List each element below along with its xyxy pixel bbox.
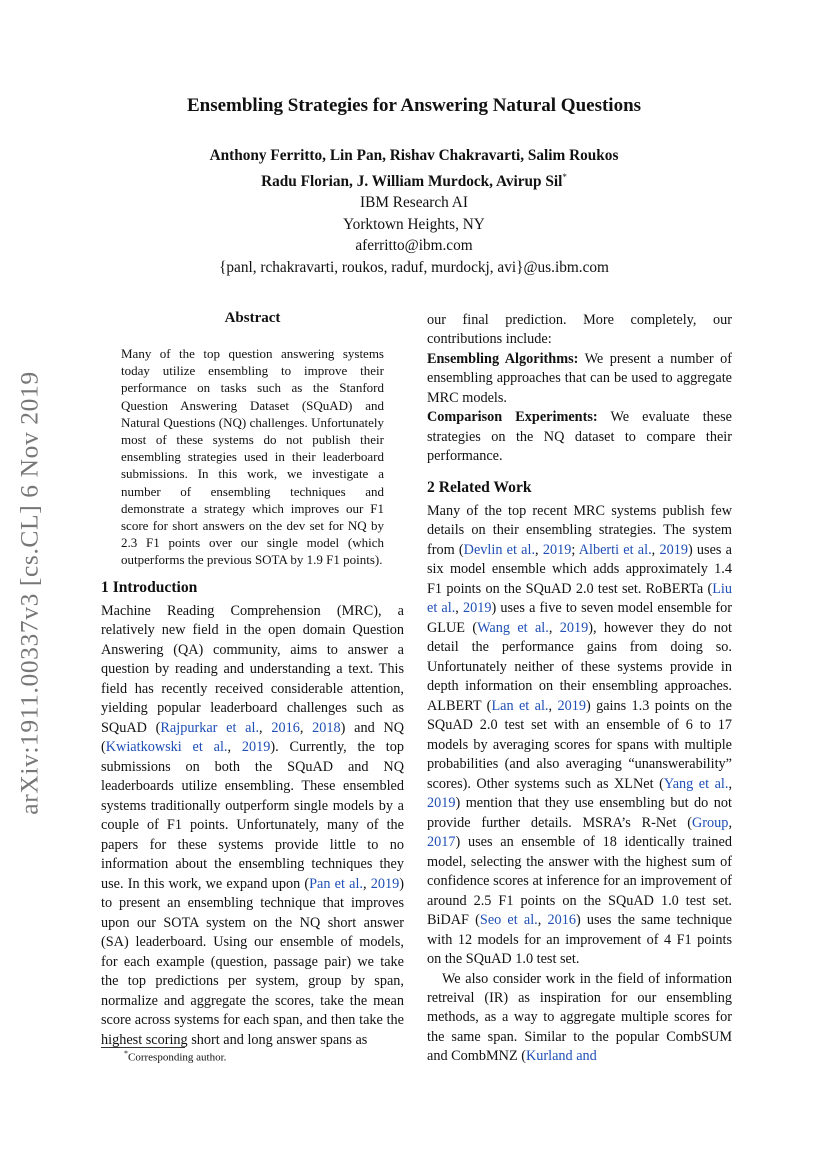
abstract-heading: Abstract [224, 310, 281, 326]
citation-link[interactable]: 2019 [659, 541, 688, 558]
author-block [0, 145, 828, 278]
email-2: {panl, rchakravarti, roukos, raduf, murdockj, avi}@us.ibm.com [219, 258, 609, 276]
authors-line-2 [0, 167, 828, 193]
citation-link[interactable]: Devlin et al. [463, 541, 536, 558]
footnote-rule [101, 1047, 185, 1048]
citation-link[interactable]: 2019 [370, 875, 400, 892]
citation-link[interactable]: Yang et al. [663, 775, 729, 792]
citation-link[interactable]: Wang et al. [477, 619, 549, 636]
left-column [101, 573, 404, 1050]
affiliation: IBM Research AI [360, 194, 468, 212]
arxiv-sidebar [8, 365, 52, 820]
citation-link[interactable]: Alberti et al. [578, 541, 652, 558]
footnote-text: Corresponding author. [128, 1051, 227, 1064]
footnote-mark: * [124, 1049, 128, 1058]
intro-heading: 1 Introduction [101, 579, 198, 596]
paper-title: Ensembling Strategies for Answering Natural Questions [186, 95, 642, 116]
citation-link[interactable]: 2019 [542, 541, 572, 558]
intro-paragraph: Machine Reading Comprehension (MRC), a relatively new field in the open domain Question Answering (QA) community, aims to answer a question by reading and understanding a text. This field has recently received considerable attention, yielding popular leaderboard challenges such as SQuAD (Rajpurkar et al., 2016, 2018) and NQ (Kwiatkowski et al., 2019). Currently, the top submissions on both the SQuAD and NQ leaderboards utilize ensembling. These ensembled systems traditionally outperform single models by a couple of F1 points. Unfortunately, many of the papers for these systems provide little to no information about the ensembling techniques they use. In this work, we expand upon (Pan et al., 2019) to present an ensembling technique that improves upon our SOTA system on the NQ short answer (SA) leaderboard. Using our ensemble of models, for each example (question, passage pair) we take the top predictions per system, group by span, normalize and aggregate the scores, take the mean score across systems for each span, and then take the highest scoring short and long answer spans as [101, 603, 405, 1048]
citation-link[interactable]: 2019 [463, 600, 492, 617]
footnote [124, 1049, 226, 1064]
related-work-paragraph: Many of the top recent MRC systems publish few details on their ensembling strategies. The system from (Devlin et al., 2019; Alberti et al., 2019) uses a six model ensemble which adds approximately 1.4 F1 points on the SQuAD 2.0 test set. RoBERTa (Liu et al., 2019) uses a five to seven model ensemble for GLUE (Wang et al., 2019), however they do not detail the performance gains from doing so. Unfortunately neither of these systems provide in depth information on their ensembling approaches. ALBERT (Lan et al., 2019) gains 1.3 points on the SQuAD 2.0 test set with an ensemble of 6 to 17 models by averaging scores for spans with multiple probabilities (and also averaging “unanswerability” scores). Other systems such as XLNet (Yang et al., 2019) mention that they use ensembling but do not provide further details. MSRA’s R-Net (Group, 2017) uses an ensemble of 18 identically trained model, selecting the answer with the highest sum of confidence scores at inference for an improvement of around 2.5 F1 points on the SQuAD 1.0 test set. BiDAF (Seo et al., 2016) uses the same technique with 12 models for an improvement of 4 F1 points on the SQuAD 1.0 test set. [427, 502, 733, 968]
contribution-label: Ensembling Algorithms: [427, 350, 579, 367]
citation-link[interactable]: Liu et al. [427, 580, 732, 617]
citation-link[interactable]: Pan et al. [309, 875, 363, 892]
citation-link[interactable]: Lan et al. [491, 697, 549, 714]
email-1: aferritto@ibm.com [355, 237, 473, 255]
citation-link[interactable]: 2019 [557, 697, 586, 714]
citation-link[interactable]: 2016 [547, 912, 576, 929]
contribution-comparison: Comparison Experiments: We evaluate these strategies on the NQ dataset to compare their performance. [427, 409, 732, 465]
abstract-text: Many of the top question answering systems today utilize ensembling to improve their performance on tasks such as the Stanford Question Answering Dataset (SQuAD) and Natural Questions (NQ) challenges. Unfortunately most of these systems do not publish their ensembling strategies used in their leaderboard submissions. In this work, we investigate a number of ensembling techniques and demonstrate a strategy which improves our F1 score for short answers on the dev set for NQ by 2.3 F1 points over our single model (which outperforms the previous SOTA by 1.9 F1 points). [121, 346, 384, 568]
authors-line-1: Anthony Ferritto, Lin Pan, Rishav Chakravarti, Salim Roukos [209, 147, 619, 164]
citation-link[interactable]: 2019 [559, 619, 589, 636]
citation-link[interactable]: 2019 [427, 795, 456, 812]
contribution-ensembling: Ensembling Algorithms: We present a number of ensembling approaches that can be used to aggregate MRC models. [427, 350, 732, 406]
citation-link[interactable]: 2016 [271, 719, 300, 736]
citation-link[interactable]: Seo et al. [479, 912, 538, 929]
contributions-intro: our final prediction. More completely, our contributions include: [427, 312, 732, 348]
citation-link[interactable]: 2018 [312, 719, 341, 736]
right-column [427, 311, 732, 1067]
location: Yorktown Heights, NY [343, 215, 485, 233]
citation-link[interactable]: Kwiatkowski et al. [105, 739, 228, 756]
contribution-label: Comparison Experiments: [427, 409, 598, 426]
citation-link[interactable]: 2019 [241, 739, 271, 756]
authors-line-2-names: Radu Florian, J. William Murdock, Avirup Sil [261, 172, 563, 190]
related-work-heading: 2 Related Work [427, 478, 532, 496]
corresponding-mark: * [562, 171, 567, 182]
citation-link[interactable]: Group [692, 814, 729, 831]
citation-link[interactable]: Kurland and [525, 1048, 597, 1065]
arxiv-identifier: arXiv:1911.00337v3 [cs.CL] 6 Nov 2019 [15, 370, 44, 815]
ir-paragraph: We also consider work in the field of information retreival (IR) as inspiration for our ensembling methods, as a way to aggregate multiple scores for the same span. Similar to the popular CombSUM and CombMNZ (Kurland and [427, 970, 732, 1065]
citation-link[interactable]: Rajpurkar et al. [160, 719, 260, 736]
citation-link[interactable]: 2017 [427, 834, 456, 851]
